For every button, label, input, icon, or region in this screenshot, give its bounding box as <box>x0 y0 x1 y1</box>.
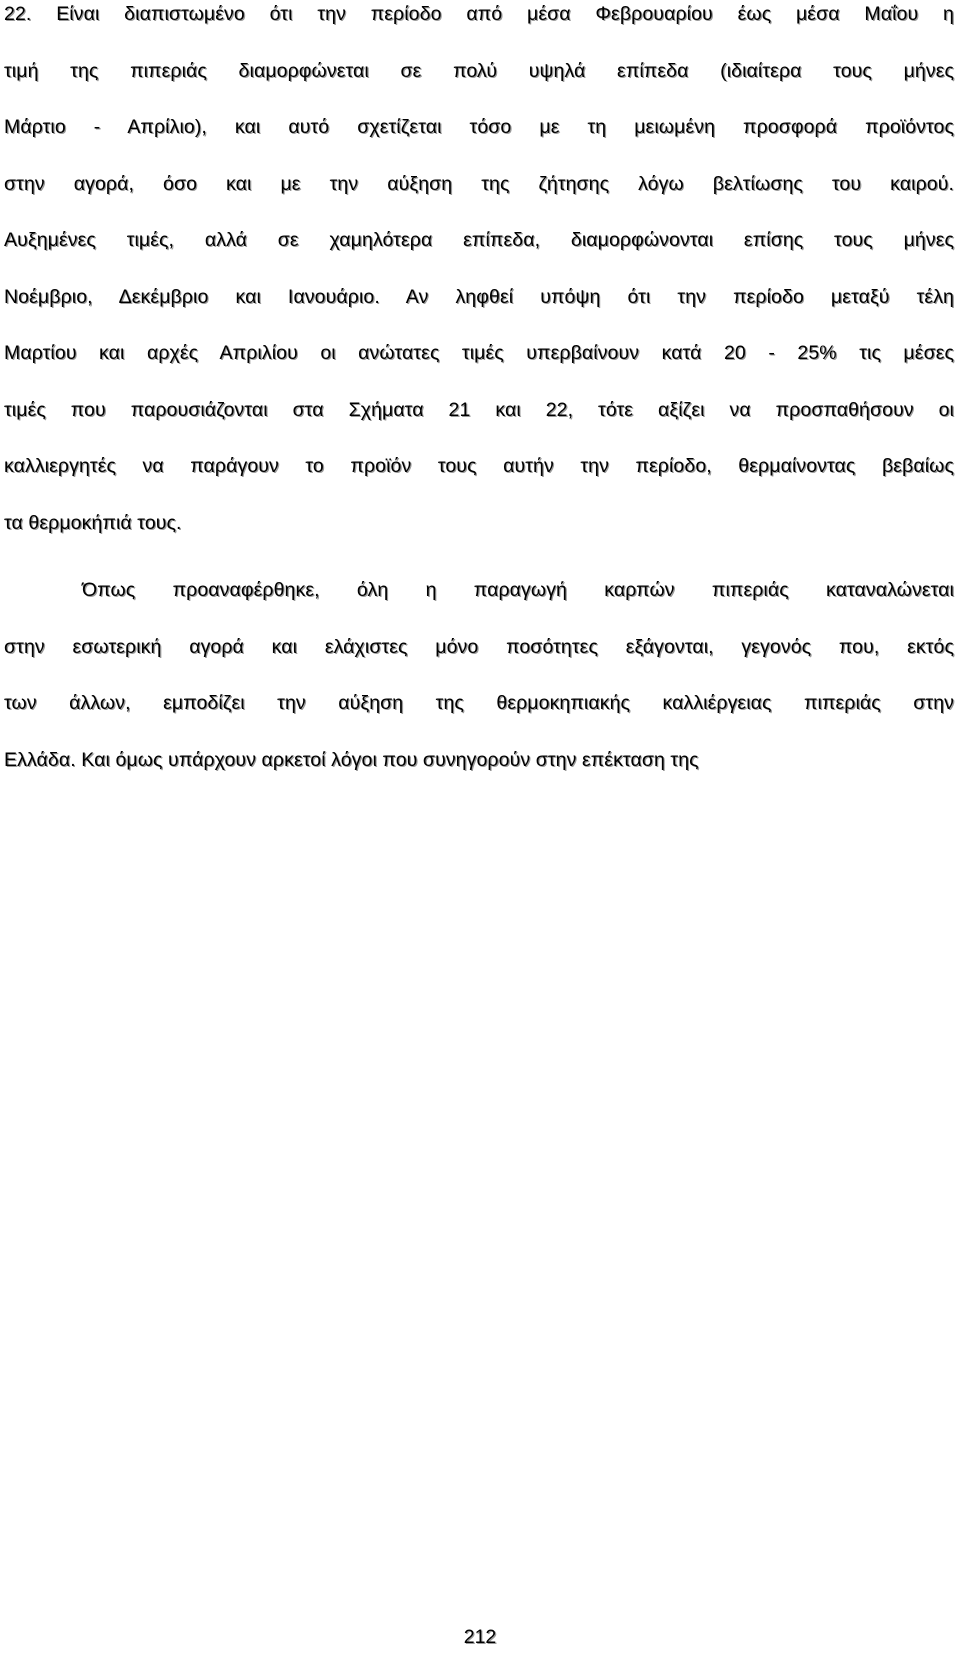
text-line: τιμή της πιπεριάς διαμορφώνεται σε πολύ υψηλά επίπεδα (ιδιαίτερα τους μήνες <box>4 59 954 82</box>
text-line: καλλιεργητές να παράγουν το προϊόν τους αυτήν την περίοδο, θερμαίνοντας βεβαίως <box>4 455 954 477</box>
text-line: στην εσωτερική αγορά και ελάχιστες μόνο ποσότητες εξάγονται, γεγονός που, εκτός <box>4 635 954 658</box>
text-line: στην αγορά, όσο και με την αύξηση της ζήτησης λόγω βελτίωσης του καιρού. <box>4 172 954 195</box>
text-line: Μαρτίου και αρχές Απριλίου οι ανώτατες τιμές υπερβαίνουν κατά 20 - 25% τις μέσες <box>4 342 954 364</box>
text-line: 22. Είναι διαπιστωμένο ότι την περίοδο από μέσα Φεβρουαρίου έως μέσα Μαΐου η <box>4 3 954 25</box>
paragraph-export <box>4 562 954 788</box>
text-line: Νοέμβριο, Δεκέμβριο και Ιανουάριο. Αν ληφθεί υπόψη ότι την περίοδο μεταξύ τέλη <box>4 285 954 308</box>
page-number: 212 <box>463 1626 497 1648</box>
text-line: Μάρτιο - Απρίλιο), και αυτό σχετίζεται τόσο με τη μειωμένη προσφορά προϊόντος <box>4 116 954 138</box>
text-line: των άλλων, εμποδίζει την αύξηση της θερμοκηπιακής καλλιέργειας πιπεριάς στην <box>4 692 954 714</box>
text-line: τιμές που παρουσιάζονται στα Σχήματα 21 και 22, τότε αξίζει να προσπαθήσουν οι <box>4 398 954 421</box>
text-line: Ελλάδα. Και όμως υπάρχουν αρκετοί λόγοι που συνηγορούν στην επέκταση της <box>4 748 699 771</box>
text-line: Αυξημένες τιμές, αλλά σε χαμηλότερα επίπεδα, διαμορφώνονται επίσης τους μήνες <box>4 229 954 251</box>
paragraph-item-22 <box>4 0 954 551</box>
text-line: τα θερμοκήπιά τους. <box>4 511 182 534</box>
text-line: Όπως προαναφέρθηκε, όλη η παραγωγή καρπών πιπεριάς καταναλώνεται <box>82 579 954 601</box>
